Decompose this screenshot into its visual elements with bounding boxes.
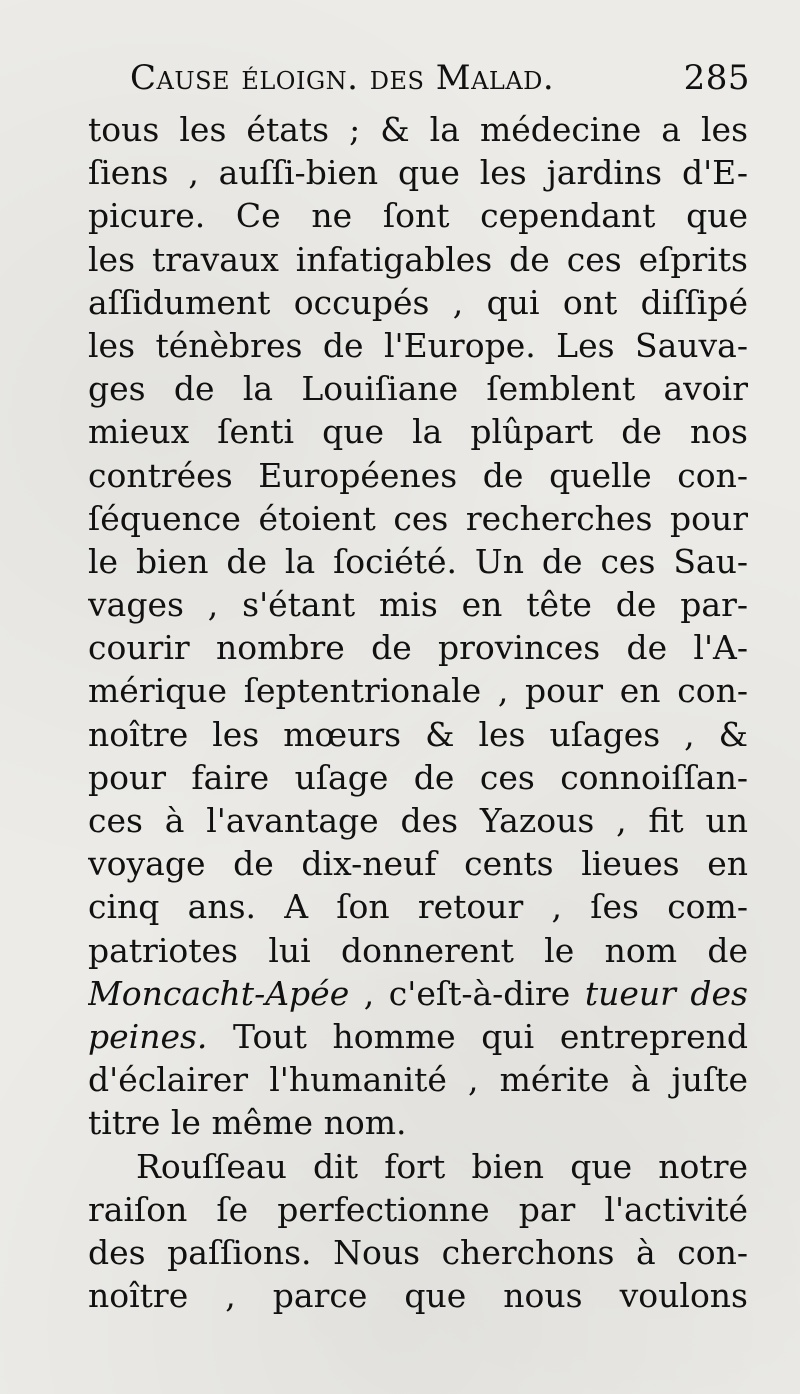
text-line: ſiens , auſſi-bien que les jardins d'E-	[88, 153, 748, 193]
text-line: les ténèbres de l'Europe. Les Sauva-	[88, 325, 748, 365]
text-line: Rouſſeau dit fort bien que notre	[136, 1146, 748, 1186]
text-line: des paſſions. Nous cherchons à con-	[88, 1232, 748, 1272]
text-line: noître les mœurs & les uſages , &	[88, 714, 748, 754]
text-span: , c'eſt-à-dire	[349, 973, 585, 1013]
running-title: Cause éloign. des Malad.	[130, 58, 555, 98]
text-line: vages , s'étant mis en tête de par-	[88, 585, 748, 625]
italic-phrase: peines.	[88, 1016, 208, 1056]
text-line: pour faire uſage de ces connoiſſan-	[88, 757, 748, 797]
text-line	[88, 1015, 748, 1058]
running-header	[130, 58, 750, 108]
italic-phrase: tueur des	[584, 973, 748, 1013]
text-line: ſéquence étoient ces recherches pour	[88, 498, 748, 538]
text-line: noître , parce que nous voulons	[88, 1276, 748, 1316]
text-line: mérique ſeptentrionale , pour en con-	[88, 671, 748, 711]
text-line: mieux ſenti que la plûpart de nos	[88, 412, 748, 452]
text-line: aſſidument occupés , qui ont diſſipé	[88, 282, 748, 322]
page-number: 285	[683, 58, 750, 98]
text-line: cinq ans. A ſon retour , ſes com-	[88, 887, 748, 927]
text-line: courir nombre de provinces de l'A-	[88, 628, 748, 668]
text-line: titre le même nom.	[88, 1103, 407, 1143]
text-line: tous les états ; & la médecine a les	[88, 110, 748, 149]
italic-name: Moncacht-Apée	[88, 973, 350, 1013]
text-line: les travaux infatigables de ces eſprits	[88, 239, 748, 279]
text-line: d'éclairer l'humanité , mérite à juſte	[88, 1060, 748, 1100]
text-line: raiſon ſe perfectionne par l'activité	[88, 1189, 748, 1229]
text-span: Tout homme qui entreprend	[207, 1016, 748, 1056]
text-line: ges de la Louiſiane ſemblent avoir	[88, 369, 748, 409]
body-text	[88, 108, 748, 1317]
paragraph	[88, 108, 748, 1145]
text-line: contrées Européenes de quelle con-	[88, 455, 748, 495]
text-line: picure. Ce ne ſont cependant que	[88, 196, 748, 236]
text-line: voyage de dix-neuf cents lieues en	[88, 844, 748, 884]
text-line: ces à l'avantage des Yazous , fit un	[88, 801, 748, 840]
text-line: patriotes lui donnerent le nom de	[88, 930, 748, 970]
text-line: le bien de la ſociété. Un de ces Sau-	[88, 541, 748, 581]
text-line	[88, 972, 748, 1015]
paragraph	[88, 1145, 748, 1318]
